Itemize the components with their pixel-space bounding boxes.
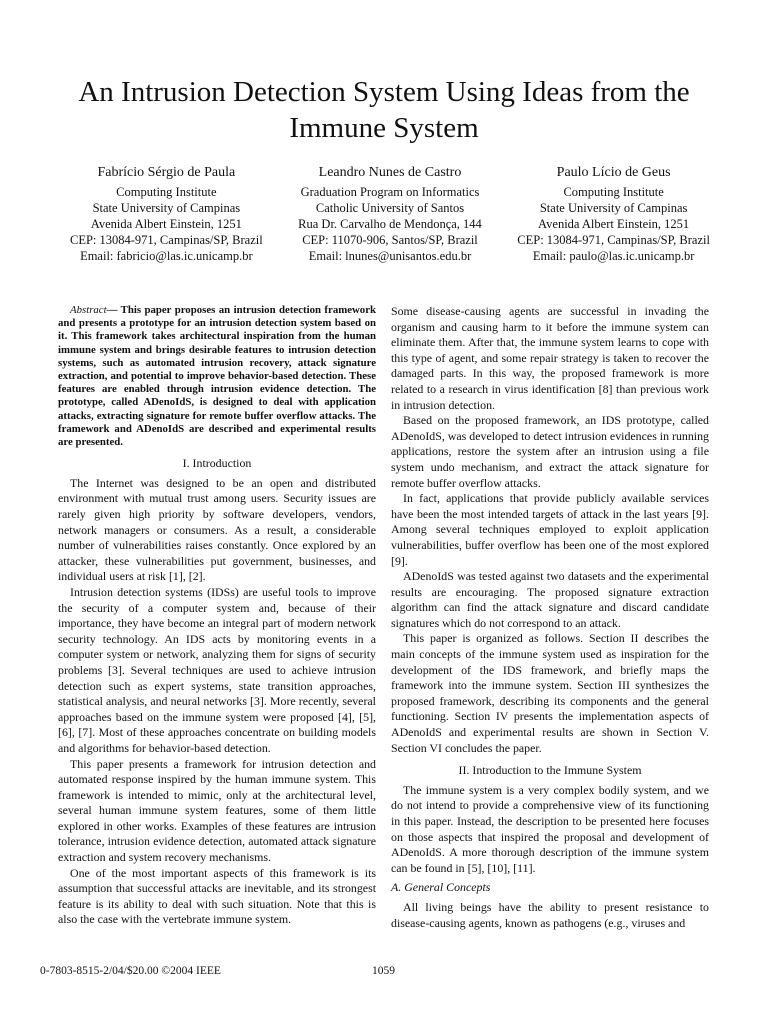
paragraph: Based on the proposed framework, an IDS prototype, called ADenoIdS, was developed to detect intrusion evidences in running applications, restore the system after an intrusion using a file system undo mechanism, and extract the attack signature for remote buffer overflow attacks.	[391, 413, 709, 490]
author-1	[70, 164, 263, 264]
paragraph: The immune system is a very complex bodily system, and we do not intend to provide a comprehensive view of its functioning in this paper. Instead, the description to be presented here focuses on those aspects that inspired the proposal and development of ADenoIdS. A more thorough description of the immune system can be found in [5], [10], [11].	[391, 782, 709, 875]
copyright-footer: 0-7803-8515-2/04/$20.00 ©2004 IEEE	[40, 965, 221, 977]
author-address: Avenida Albert Einstein, 1251	[90, 217, 242, 231]
author-affiliation: Graduation Program on Informatics	[300, 185, 480, 199]
paragraph: The Internet was designed to be an open and distributed environment with mutual trust among users. Security issues are rarely given high priority by software developers, vendors, network managers or consumers. As a result, a considerable number of vulnerabilities raises constantly. Once explored by an attacker, these vulnerabilities put government, businesses, and individual users at risk [1], [2].	[58, 475, 376, 584]
author-email: Email: fabricio@las.ic.unicamp.br	[80, 249, 253, 263]
right-column	[391, 304, 709, 931]
paragraph: One of the most important aspects of this framework is its assumption that successful attacks are inevitable, and its strongest feature is its ability to deal with such situation. Note that this is also the case with the vertebrate immune system.	[58, 865, 376, 927]
author-name: Fabrício Sérgio de Paula	[97, 165, 236, 180]
author-affiliation: Catholic University of Santos	[315, 201, 465, 215]
section-heading-introduction: I. Introduction	[182, 456, 252, 471]
paragraph: All living beings have the ability to present resistance to disease-causing agents, known as pathogens (e.g., viruses and	[391, 899, 709, 930]
author-affiliation: Computing Institute	[116, 185, 217, 199]
author-email: Email: paulo@las.ic.unicamp.br	[532, 249, 695, 263]
page-number: 1059	[372, 965, 395, 977]
author-affiliation: State University of Campinas	[539, 201, 688, 215]
author-address: Avenida Albert Einstein, 1251	[538, 217, 690, 231]
author-address: CEP: 11070-906, Santos/SP, Brazil	[302, 233, 478, 247]
abstract-text: — This paper proposes an intrusion detection framework and presents a prototype for an intrusion detection system based on it. This framework takes architectural inspiration from the human immune system and brings desirable features to intrusion detection systems, such as automated intrusion recovery, attack signature extraction, and potential to improve behavior-based detection. These features are enabled through intrusion evidence detection. The prototype, called ADenoIdS, is designed to deal with application attacks, extracting signature for remote buffer overflow attacks. The framework and ADenoIdS are described and experimental results are presented.	[58, 304, 376, 449]
author-affiliation: Computing Institute	[563, 185, 664, 199]
paragraph: This paper is organized as follows. Section II describes the main concepts of the immune system used as inspiration for the development of the IDS framework, and briefly maps the framework into the immune system. Section III synthesizes the proposed framework, describing its components and the general functioning. Section IV presents the implementation aspects of ADenoIdS and experimental results are shown in Section V. Section VI concludes the paper.	[391, 631, 709, 755]
author-address: CEP: 13084-971, Campinas/SP, Brazil	[70, 233, 263, 247]
abstract	[58, 304, 376, 449]
author-email: Email: lnunes@unisantos.edu.br	[308, 249, 472, 263]
author-address: CEP: 13084-971, Campinas/SP, Brazil	[517, 233, 710, 247]
section-heading-immune-system: II. Introduction to the Immune System	[458, 763, 642, 778]
paragraph: This paper presents a framework for intrusion detection and automated response inspired by the human immune system. This framework is intended to mimic, only at the architectural level, several human immune system features, some of them little explored in other works. Examples of these features are intrusion tolerance, intrusion evidence detection, automated attack signature extraction and system recovery mechanisms.	[58, 756, 376, 865]
author-block	[70, 164, 710, 264]
subsection-heading-general-concepts: A. General Concepts	[391, 880, 491, 895]
left-column	[58, 304, 376, 928]
author-name: Leandro Nunes de Castro	[318, 165, 462, 180]
author-3	[517, 164, 710, 264]
abstract-label: Abstract	[70, 304, 107, 316]
paragraph: Some disease-causing agents are successful in invading the organism and causing harm to it before the immune system can eliminate them. After that, the immune system learns to cope with this type of agent, and some repair strategy is taken to recover the damaged parts. In this way, the proposed framework is more related to a research in virus identification [8] than previous work in intrusion detection.	[391, 304, 709, 412]
paragraph: Intrusion detection systems (IDSs) are useful tools to improve the security of a computer system and, because of their importance, they have become an integral part of modern network security technology. An IDS acts by monitoring events in a computer system or network, analyzing them for signs of security problems [3]. Several techniques are used to achieve intrusion detection such as expert systems, state transition approaches, statistical analysis, and neural networks [3]. More recently, several approaches based on the immune system were proposed [4], [5], [6], [7]. Most of these approaches concentrate on building models and algorithms for behavior-based detection.	[58, 584, 376, 755]
author-2	[298, 164, 482, 264]
paper-title: An Intrusion Detection System Using Ideas from the Immune System	[78, 76, 690, 144]
paragraph: ADenoIdS was tested against two datasets and the experimental results are encouraging. The proposed signature extraction algorithm can find the attack signature and discard candidate signatures which do not correspond to an attack.	[391, 569, 709, 630]
paragraph: In fact, applications that provide publicly available services have been the most intended targets of attack in the last years [9]. Among several techniques employed to exploit application vulnerabilities, buffer overflow has been one of the most explored [9].	[391, 491, 709, 568]
author-address: Rua Dr. Carvalho de Mendonça, 144	[298, 217, 482, 231]
author-affiliation: State University of Campinas	[92, 201, 241, 215]
author-name: Paulo Lício de Geus	[556, 165, 671, 180]
